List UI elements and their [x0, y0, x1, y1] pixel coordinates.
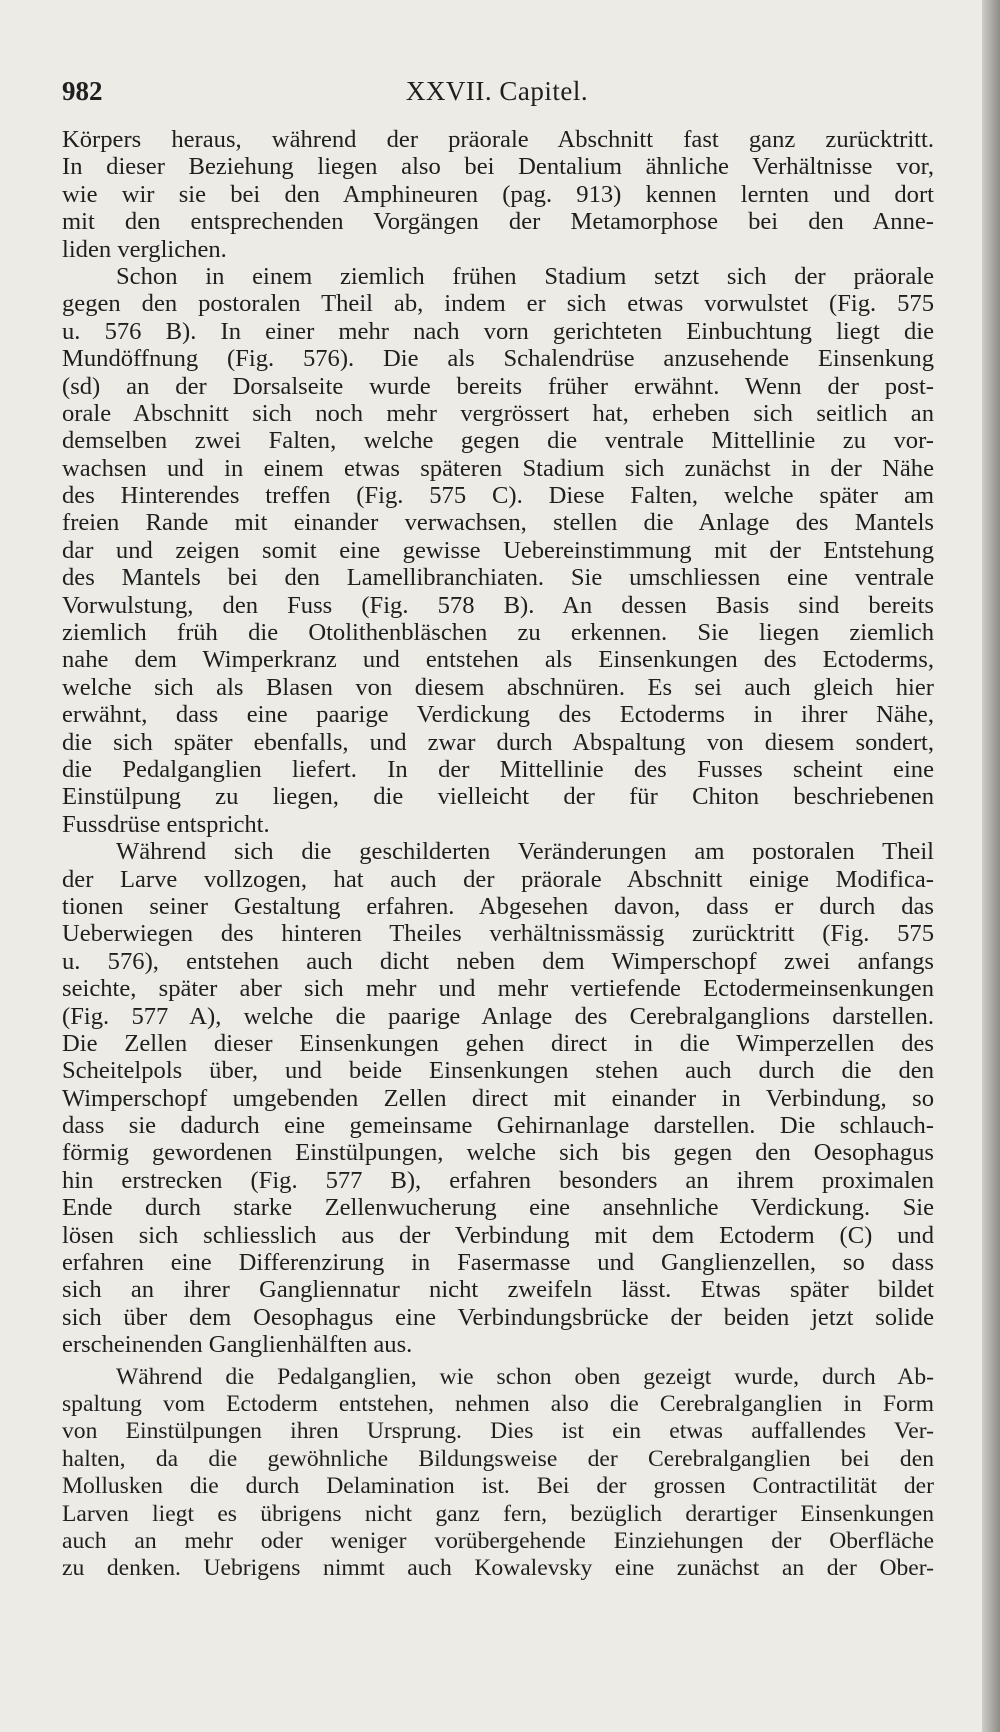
text-line: (sd) an der Dorsalseite wurde bereits früher erwähnt. Wenn der post-	[62, 372, 934, 400]
text-line: Schon in einem ziemlich frühen Stadium setzt sich der präorale	[116, 262, 934, 290]
text-line: der Larve vollzogen, hat auch der präorale Abschnitt einige Modifica-	[62, 865, 934, 893]
page-header	[62, 76, 932, 116]
text-line: Ueberwiegen des hinteren Theiles verhältnissmässig zurücktritt (Fig. 575	[62, 920, 934, 948]
text-line: seichte, später aber sich mehr und mehr vertiefende Ectodermeinsenkungen	[62, 975, 934, 1003]
page-edge-shadow	[982, 0, 1000, 1732]
body-text	[62, 126, 934, 1583]
text-line: förmig gewordenen Einstülpungen, welche sich bis gegen den Oesophagus	[62, 1139, 934, 1167]
text-line: welche sich als Blasen von diesem abschnüren. Es sei auch gleich hier	[62, 673, 934, 701]
text-line: freien Rande mit einander verwachsen, stellen die Anlage des Mantels	[62, 509, 934, 537]
running-title: XXVII. Capitel.	[405, 76, 589, 106]
text-line: Mundöffnung (Fig. 576). Die als Schalendrüse anzusehende Einsenkung	[62, 345, 934, 373]
text-line: sich über dem Oesophagus eine Verbindungsbrücke der beiden jetzt solide	[62, 1303, 934, 1331]
text-line: Vorwulstung, den Fuss (Fig. 578 B). An dessen Basis sind bereits	[62, 591, 934, 619]
text-line: Ende durch starke Zellenwucherung eine ansehnliche Verdickung. Sie	[62, 1194, 934, 1222]
text-line: wie wir sie bei den Amphineuren (pag. 913) kennen lernten und dort	[62, 180, 934, 208]
text-line: erfahren eine Differenzirung in Fasermasse und Ganglienzellen, so dass	[62, 1249, 934, 1277]
text-line: dar und zeigen somit eine gewisse Uebereinstimmung mit der Entstehung	[62, 536, 934, 564]
text-line: zu denken. Uebrigens nimmt auch Kowalevsky eine zunächst an der Ober-	[62, 1555, 934, 1582]
text-line: orale Abschnitt sich noch mehr vergrössert hat, erheben sich seitlich an	[62, 399, 934, 427]
text-line: nahe dem Wimperkranz und entstehen als Einsenkungen des Ectoderms,	[62, 646, 934, 674]
text-line: u. 576 B). In einer mehr nach vorn gerichteten Einbuchtung liegt die	[62, 317, 934, 345]
page-number: 982	[62, 76, 103, 106]
main-paragraphs	[62, 126, 934, 1359]
text-line: Während die Pedalganglien, wie schon oben gezeigt wurde, durch Ab-	[116, 1363, 934, 1390]
text-line: die sich später ebenfalls, und zwar durch Abspaltung von diesem sondert,	[62, 728, 934, 756]
text-line: die Pedalganglien liefert. In der Mittellinie des Fusses scheint eine	[62, 755, 934, 783]
text-line: Körpers heraus, während der präorale Abschnitt fast ganz zurücktritt.	[62, 126, 934, 153]
text-line: hin erstrecken (Fig. 577 B), erfahren besonders an ihrem proximalen	[62, 1166, 934, 1194]
text-line: gegen den postoralen Theil ab, indem er sich etwas vorwulstet (Fig. 575	[62, 290, 934, 318]
text-line: Fussdrüse entspricht.	[62, 810, 270, 838]
text-line: tionen seiner Gestaltung erfahren. Abgesehen davon, dass er durch das	[62, 892, 934, 920]
text-line: Mollusken die durch Delamination ist. Bei der grossen Contractilität der	[62, 1473, 934, 1500]
text-line: ziemlich früh die Otolithenbläschen zu erkennen. Sie liegen ziemlich	[62, 619, 934, 647]
text-line: Die Zellen dieser Einsenkungen gehen direct in die Wimperzellen des	[62, 1029, 934, 1057]
text-line: Scheitelpols über, und beide Einsenkungen stehen auch durch die den	[62, 1057, 934, 1085]
text-line: dass sie dadurch eine gemeinsame Gehirnanlage darstellen. Die schlauch-	[62, 1112, 934, 1140]
text-line: Während sich die geschilderten Veränderungen am postoralen Theil	[116, 838, 934, 866]
text-line: (Fig. 577 A), welche die paarige Anlage des Cerebralganglions darstellen.	[62, 1002, 934, 1030]
text-line: erscheinenden Ganglienhälften aus.	[62, 1331, 413, 1359]
text-line: von Einstülpungen ihren Ursprung. Dies ist ein etwas auffallendes Ver-	[62, 1418, 934, 1445]
text-line: u. 576), entstehen auch dicht neben dem Wimperschopf zwei anfangs	[62, 947, 934, 975]
text-line: Wimperschopf umgebenden Zellen direct mit einander in Verbindung, so	[62, 1084, 934, 1112]
text-line: mit den entsprechenden Vorgängen der Metamorphose bei den Anne-	[62, 208, 934, 236]
text-line: erwähnt, dass eine paarige Verdickung des Ectoderms in ihrer Nähe,	[62, 701, 934, 729]
text-line: des Hinterendes treffen (Fig. 575 C). Diese Falten, welche später am	[62, 482, 934, 510]
text-line: auch an mehr oder weniger vorübergehende Einziehungen der Oberfläche	[62, 1527, 934, 1554]
text-line: Larven liegt es übrigens nicht ganz fern, bezüglich derartiger Einsenkungen	[62, 1500, 934, 1527]
text-line: In dieser Beziehung liegen also bei Dentalium ähnliche Verhältnisse vor,	[62, 153, 934, 181]
text-line: liden verglichen.	[62, 235, 227, 263]
text-line: lösen sich schliesslich aus der Verbindung mit dem Ectoderm (C) und	[62, 1221, 934, 1249]
text-line: Einstülpung zu liegen, die vielleicht der für Chiton beschriebenen	[62, 783, 934, 811]
text-line: demselben zwei Falten, welche gegen die ventrale Mittellinie zu vor-	[62, 427, 934, 455]
text-line: sich an ihrer Gangliennatur nicht zweifeln lässt. Etwas später bildet	[62, 1276, 934, 1304]
text-line: wachsen und in einem etwas späteren Stadium sich zunächst in der Nähe	[62, 454, 934, 482]
text-line: halten, da die gewöhnliche Bildungsweise der Cerebralganglien bei den	[62, 1445, 934, 1472]
small-print-paragraph	[62, 1364, 934, 1583]
text-line: des Mantels bei den Lamellibranchiaten. Sie umschliessen eine ventrale	[62, 564, 934, 592]
text-line: spaltung vom Ectoderm entstehen, nehmen also die Cerebralganglien in Form	[62, 1390, 934, 1417]
